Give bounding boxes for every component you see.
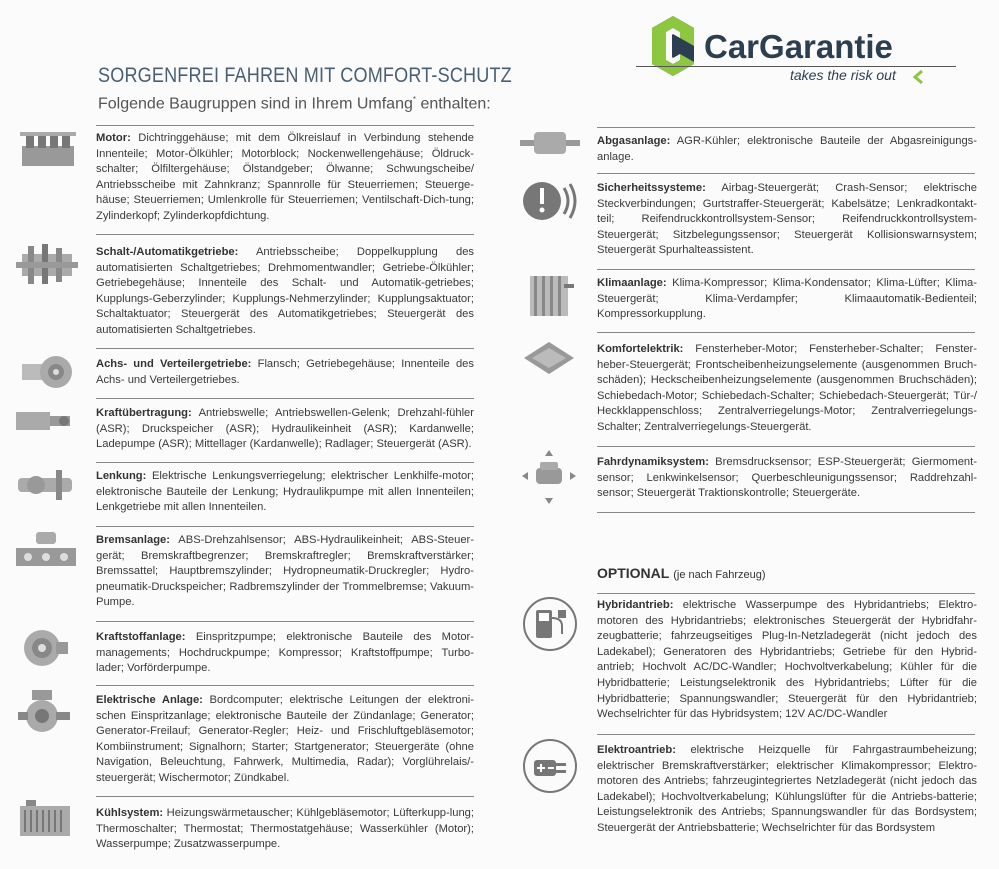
driveshaft-icon <box>14 404 74 438</box>
section-abgasanlage: Abgasanlage: AGR-Kühler; elektronische Bauteile der Abgasreinigungs-anlage. <box>597 135 977 163</box>
cargarantie-logo <box>648 14 988 86</box>
divider <box>597 512 975 513</box>
section-hybridantrieb: Hybridantrieb: elektrische Wasserpumpe des Hybridantriebs; Elektro-motoren des Hybridantriebs; elektronisches Steuergerät der Hybridfahr-zeugbatterie; fahrzeugseitiges Plug-In-Netzladegerät (nicht jedoch des Ladekabel); Generatoren des Hybridantriebs; Getriebe für den Hybrid-antrieb; Hochvolt AC/DC-Wandler; Hochvoltverkabelung; Kühler für die Hybridbatterie; Leistungselektronik des Hybridantriebs; Lüfter für die Hybridbatterie; Spannungswandler; Steuergerät für den Hybridantrieb; Wechselrichter für das Hybridsystem; 12V AC/DC-Wandler <box>597 599 978 721</box>
divider <box>597 446 975 447</box>
divider <box>96 125 474 126</box>
section-elektrische-anlage: Elektrische Anlage: Bordcomputer; elektrische Leitungen der elektroni-schen Einspritzanlage; elektronische Bauteile der Zündanlage; Generator; Generator-Freilauf; Generator-Regler; Heiz- und Frischluftgebläsemotor; Kombiinstrument; Signalhorn; Starter; Startgenerator; Steuergeräte (ohne Navigation, Beleuchtung, Fahrwerk, Multimedia, Radar); Vorglührelais/-steuergerät; Wischermotor; Zündkabel. <box>96 694 475 784</box>
section-schaltgetriebe: Schalt-/Automatikgetriebe: Antriebsscheibe; Doppelkupplung des automatisierten Schaltgetriebes; Drehmomentwandler; Getriebe-Ölkühler; Getriebegehäuse; Innenteile des Schalt- und Automatik-getriebes; Kupplungs-Geberzylinder; Kupplungs-Nehmerzylinder; Kupplungsaktuator; Schaltaktuator; Steuergerät des Automatikgetriebes; Steuergerät des automatisierten Schaltgetriebes. <box>96 246 475 336</box>
ac-condenser-icon <box>524 270 576 322</box>
section-motor: Motor: Dichtringgehäuse; mit dem Ölkreislauf in Verbindung stehende Innenteile; Motor-Ölkühler; Motorblock; Nockenwellengehäuse; Öldruck-schalter; Ölfiltergehäuse; Ölstandgeber; Ölwanne; Schwungscheibe/ Antriebsscheibe mit Zahnkranz; Spannrolle für Steuerriemen; Steuerge-häuse; Steuerriemen; Umlenkrolle für Steuerriemen; Ventilschaft-Dich-tung; Zylinderkopf; Zylinderkopfdichtung. <box>96 132 474 222</box>
divider <box>597 269 975 270</box>
page-subtitle: Folgende Baugruppen sind in Ihrem Umfang* enthalten: <box>98 95 491 113</box>
section-kraftstoffanlage: Kraftstoffanlage: Einspritzpumpe; elektronische Bauteile des Motor-managements; Hochdruckpumpe; Kompressor; Kraftstoffpumpe; Turbo-lader; Vorförderpumpe. <box>96 631 474 675</box>
divider <box>597 173 975 174</box>
divider <box>96 398 474 399</box>
divider <box>96 462 474 463</box>
chip-icon <box>518 334 580 376</box>
divider <box>96 685 474 686</box>
electric-plug-icon <box>522 738 578 794</box>
hybrid-charging-icon <box>522 596 578 652</box>
logo-brand: CarGarantie <box>704 28 893 65</box>
electrical-icon <box>16 688 74 740</box>
axle-icon <box>20 352 72 392</box>
divider <box>96 234 474 235</box>
exhaust-icon <box>520 128 580 158</box>
section-klimaanlage: Klimaanlage: Klima-Kompressor; Klima-Kondensator; Klima-Lüfter; Klima-Steuergerät; Klima-Verdampfer; Klimaautomatik-Bedienteil; Kompressorkupplung. <box>597 277 977 321</box>
divider <box>597 593 975 594</box>
divider <box>96 621 474 622</box>
steering-icon <box>16 466 76 504</box>
section-komfortelektrik: Komfortelektrik: Fensterheber-Motor; Fensterheber-Schalter; Fenster-heber-Steuergerät; Frontscheibenheizungselemente (ausgenommen Bruch-schäden); Heckscheibenheizungselemente (ausgenommen Bruchschäden); Schiebedach-Motor; Schiebedach-Schalter; Schiebedach-Steuergerät; Tür-/ Heckklappenschloss; Zentralverriegelungs-Motor; Zentralverriegelungs-Schalter; Zentralverriegelungs-Steuergerät. <box>597 343 977 433</box>
engine-icon <box>18 130 78 170</box>
vehicle-dynamics-icon <box>520 450 578 504</box>
gearbox-icon <box>16 240 78 286</box>
page-title: SORGENFREI FAHREN MIT COMFORT-SCHUTZ <box>98 64 512 87</box>
divider <box>96 526 474 527</box>
section-fahrdynamiksystem: Fahrdynamiksystem: Bremsdrucksensor; ESP-Steuergerät; Giermoment-sensor; Lenkwinkelsensor; Querbeschleunigungssensor; Raddrehzahl-sensor; Steuergerät Traktionskontrolle; Steuergeräte. <box>597 456 977 500</box>
divider <box>597 127 975 128</box>
divider <box>597 734 975 735</box>
section-achsgetriebe: Achs- und Verteilergetriebe: Flansch; Getriebegehäuse; Innenteile des Achs- und Verteilergetriebes. <box>96 358 474 386</box>
section-kuehlsystem: Kühlsystem: Heizungswärmetauscher; Kühlgebläsemotor; Lüfterkupp-lung; Thermoschalter; Thermostat; Thermostatgehäuse; Wasserkühler (Motor); Wasserpumpe; Zusatzwasserpumpe. <box>96 807 474 851</box>
section-sicherheitssysteme: Sicherheitssysteme: Airbag-Steuergerät; Crash-Sensor; elektrische Steckverbindungen; Gurtstraffer-Steuergerät; Kabelsätze; Lenkradkontakt-teil; Reifendruckkontrollsystem-Sensor; Reifendruckkontrollsystem-Steuergerät; Sitzbelegungssensor; Steuergerät Kollisionswarnsystem; Steuergerät Spurhalteassistent. <box>597 182 977 257</box>
optional-heading: OPTIONAL (je nach Fahrzeug) <box>597 565 766 581</box>
safety-warning-icon <box>520 176 580 226</box>
logo-tagline: takes the risk out <box>790 67 896 83</box>
radiator-icon <box>18 798 74 840</box>
chevron-left-icon <box>912 70 924 84</box>
brake-icon <box>14 530 78 574</box>
fuel-pump-icon <box>16 626 70 670</box>
section-kraftuebertragung: Kraftübertragung: Antriebswelle; Antriebswellen-Gelenk; Drehzahl-fühler (ASR); Druckspeicher (ASR); Hydraulikeinheit (ASR); Kardanwelle; Ladepumpe (ASR); Mittellager (Kardanwelle); Radlager; Steuergerät (ASR). <box>96 407 475 451</box>
divider <box>96 796 474 797</box>
divider <box>96 348 474 349</box>
section-lenkung: Lenkung: Elektrische Lenkungsverriegelung; elektrischer Lenkhilfe-motor; elektronische Bauteile der Lenkung; Hydraulikpumpe mit allen Innenteilen; Lenkgetriebe mit allen Innenteilen. <box>96 470 475 514</box>
section-elektroantrieb: Elektroantrieb: elektrische Heizquelle für Fahrgastraumbeheizung; elektrischer Bremskraftverstärker; elektrischer Klimakompressor; Elektro-motoren des Antriebs; fahrzeugintegriertes Netzladegerät (nicht jedoch das Ladekabel); Hochvoltverkabelung; Kühlungslüfter für die Antriebs-batterie; Leistungselektronik des Antriebs; Spannungswandler für das Bordsystem; Steuergerät der Antriebsbatterie; Wechselrichter für das Bordsystem <box>597 744 977 834</box>
logo-mark-icon <box>650 14 696 78</box>
divider <box>597 332 975 333</box>
section-bremsanlage: Bremsanlage: ABS-Drehzahlsensor; ABS-Hydraulikeinheit; ABS-Steuer-gerät; Bremskraftbegrenzer; Bremskraftregler; Bremskraftverstärker; Bremssattel; Hauptbremszylinder; Hydropneumatik-Druckregler; Hydro-pneumatik-Druckspeicher; Radbremszylinder der Trommelbremse; Vakuum-Pumpe. <box>96 534 474 609</box>
